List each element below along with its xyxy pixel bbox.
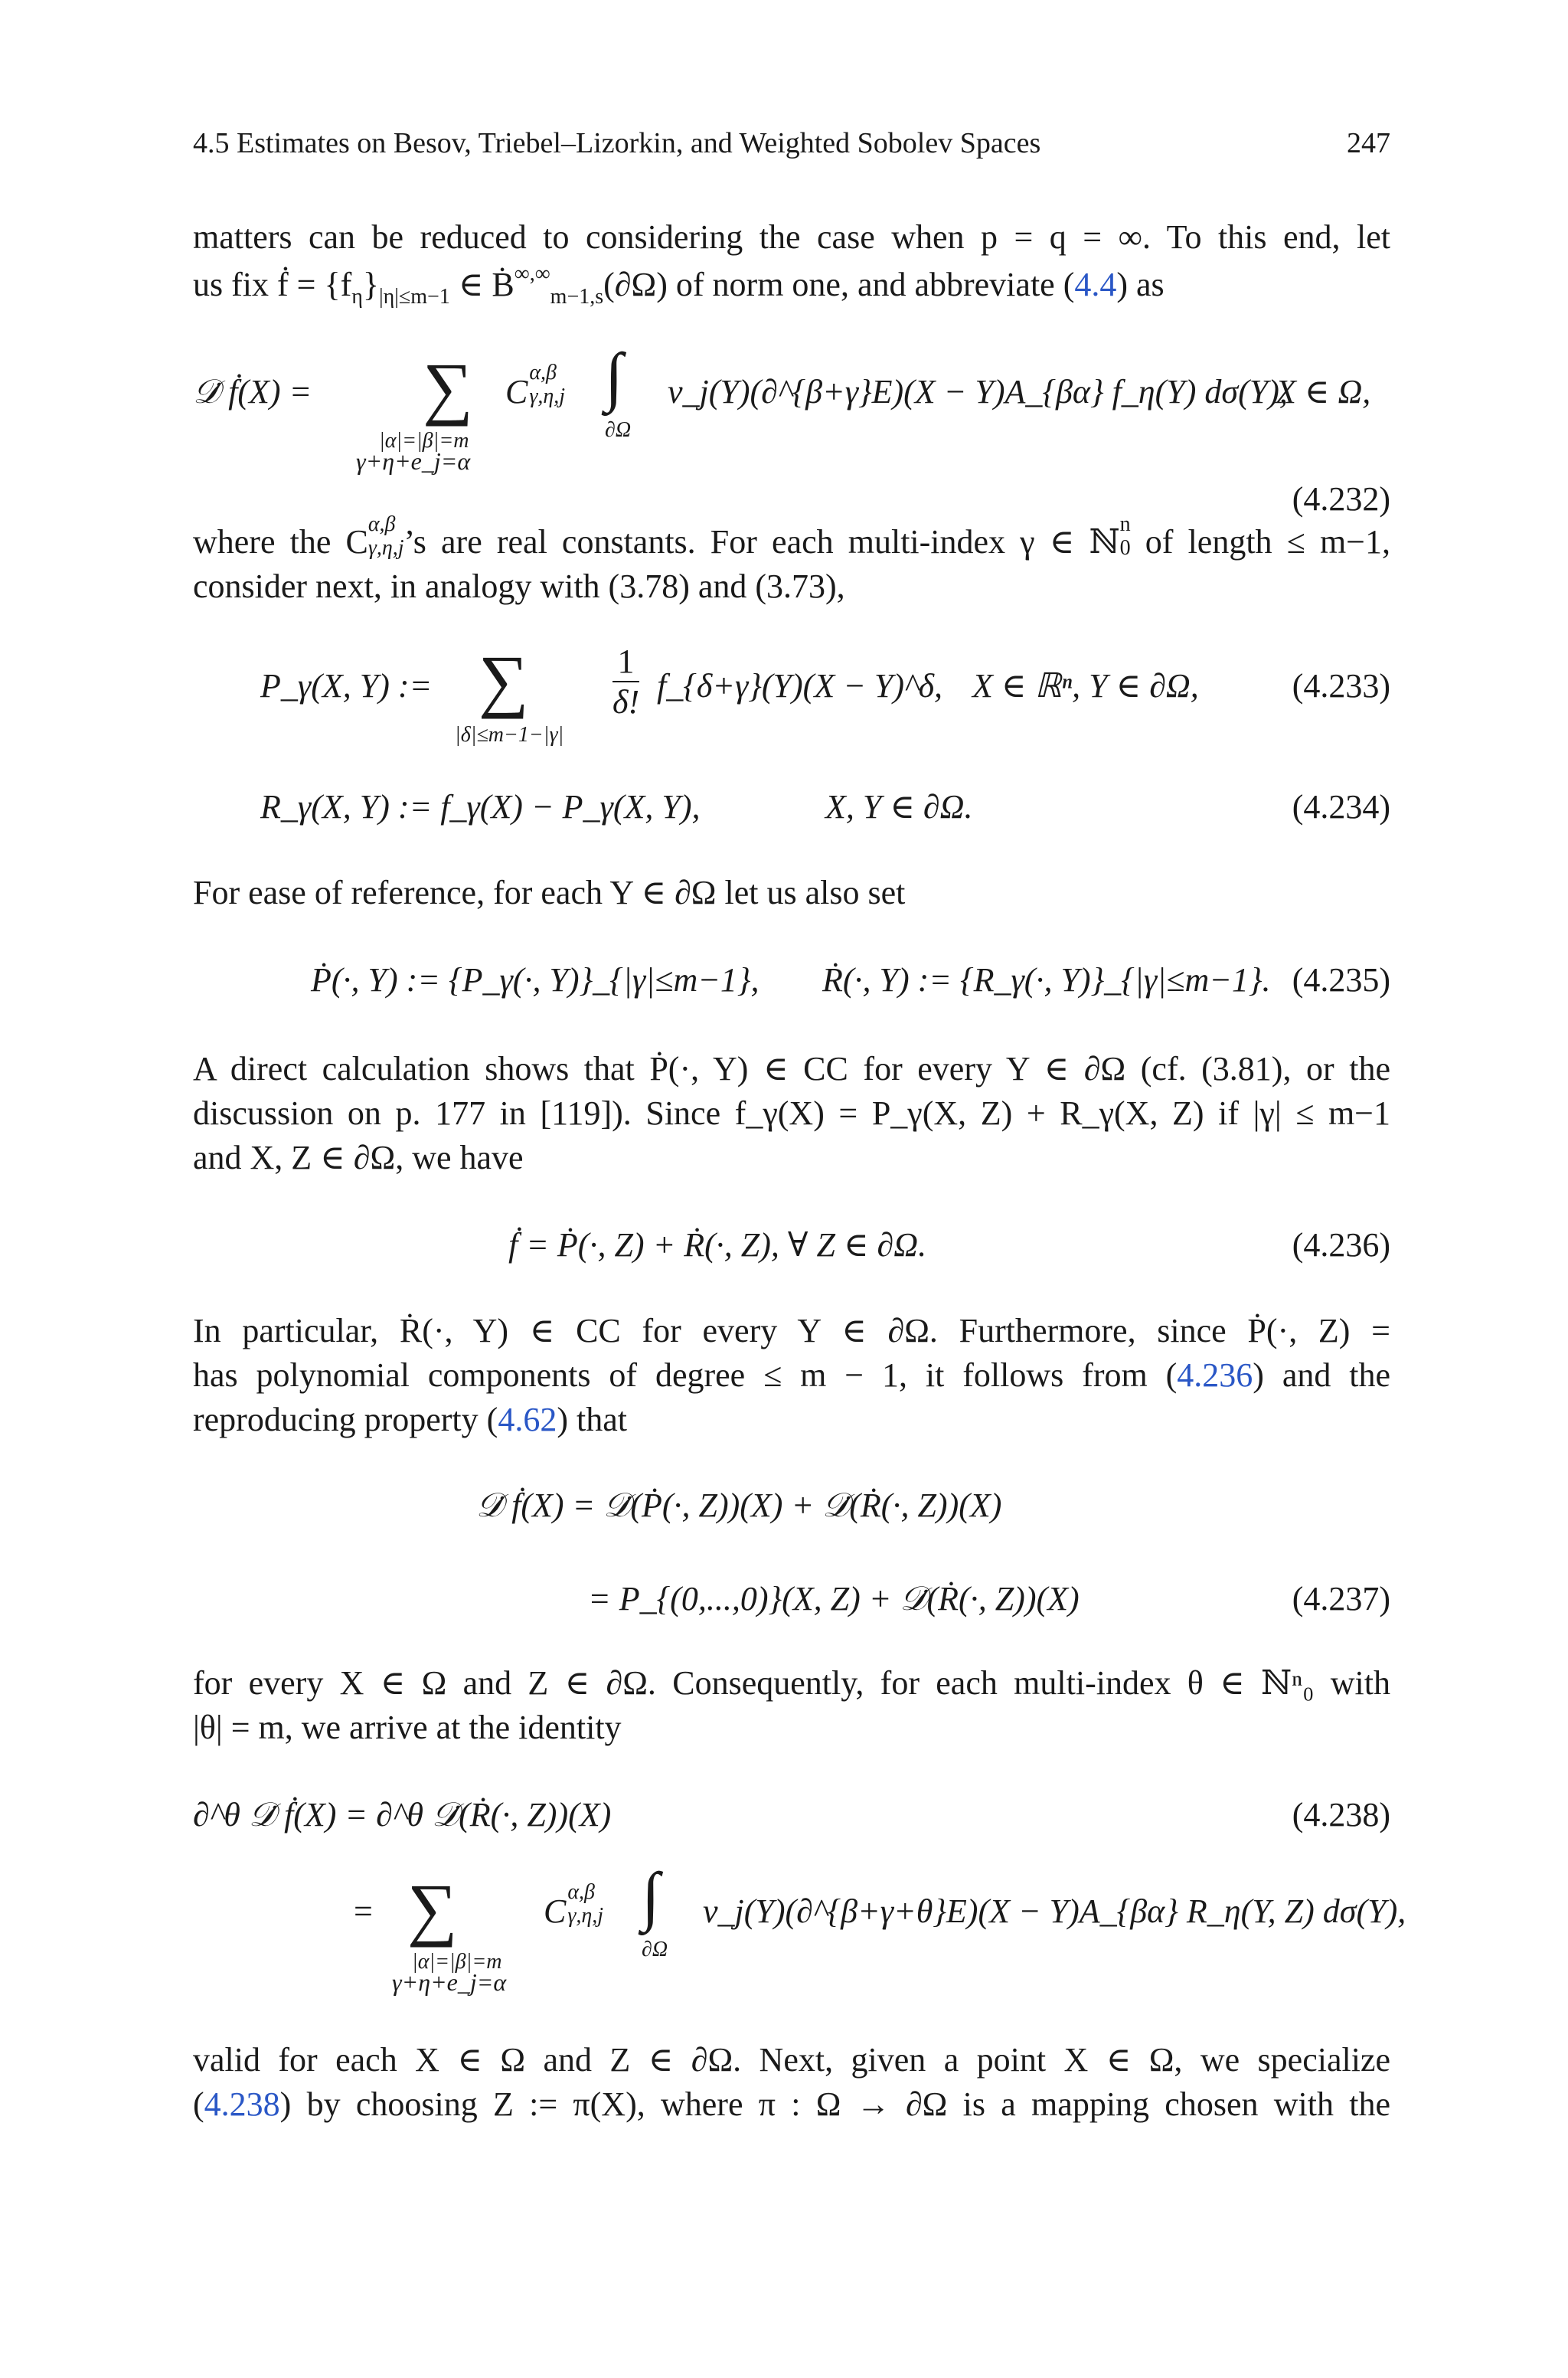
eq-4232-integral: ∫ xyxy=(605,339,623,413)
eq-4238-number: (4.238) xyxy=(1292,1796,1390,1833)
eq-4238-line1: ∂^θ 𝒟̇ ḟ(X) = ∂^θ 𝒟̇(Ṙ(·, Z))(X) xyxy=(193,1796,612,1833)
para4-line2: discussion on p. 177 in [119]). Since f_γ(X) = P_γ(X, Z) + R_γ(X, Z) if |γ| ≤ m−1 xyxy=(193,1094,1390,1132)
eq-4233-number: (4.233) xyxy=(1292,667,1390,705)
para3-line1: For ease of reference, for each Y ∈ ∂Ω let us also set xyxy=(193,874,906,911)
eq-4234-number: (4.234) xyxy=(1292,788,1390,826)
para2-line1: where the C α,β γ,η,j ’s are real constants. For each multi-index γ ∈ ℕ n 0 of length ≤ m−1, xyxy=(193,512,1390,561)
eq-4236-body: ḟ = Ṗ(·, Z) + Ṙ(·, Z), ∀ Z ∈ ∂Ω. xyxy=(508,1226,927,1264)
eq-4233-sum-cond: |δ|≤m−1−|γ| xyxy=(455,723,564,747)
eq-4235-number: (4.235) xyxy=(1292,961,1390,999)
page-number: 247 xyxy=(1347,127,1390,159)
eq-4238-coef: C α,β γ,η,j xyxy=(544,1880,604,1930)
eq-4232-int-domain: ∂Ω xyxy=(605,418,632,442)
para5-line3: reproducing property (4.62) that xyxy=(193,1401,627,1438)
eq-4234-condition: X, Y ∈ ∂Ω. xyxy=(825,788,973,826)
eq-4238-equals: = xyxy=(354,1892,373,1930)
eq-4232-sum: ∑ xyxy=(423,348,473,427)
eq-4233-rhs: f_{δ+γ}(Y)(X − Y)^δ, xyxy=(657,667,943,705)
ref-link-4-238[interactable]: 4.238 xyxy=(204,2085,280,2123)
eq-4237-line2: = P_{(0,...,0)}(X, Z) + 𝒟̇(Ṙ(·, Z))(X) xyxy=(588,1580,1080,1617)
ref-link-4-4[interactable]: 4.4 xyxy=(1074,266,1117,303)
eq-4234-body: R_γ(X, Y) := f_γ(X) − P_γ(X, Y), xyxy=(260,788,701,826)
para7-line1: valid for each X ∈ Ω and Z ∈ ∂Ω. Next, given a point X ∈ Ω, we specialize xyxy=(193,2041,1390,2079)
para2-line2: consider next, in analogy with (3.78) and (3.73), xyxy=(193,568,845,605)
eq-4238-int-domain: ∂Ω xyxy=(642,1938,668,1961)
para5-line1: In particular, Ṙ(·, Y) ∈ CC for every Y ∈ ∂Ω. Furthermore, since Ṗ(·, Z) = xyxy=(193,1312,1390,1349)
eq-4232-lhs: 𝒟̇ ḟ(X) = xyxy=(193,373,312,411)
eq-4233-condition: X ∈ ℝⁿ, Y ∈ ∂Ω, xyxy=(972,667,1199,705)
para1-line2: us fix ḟ = $\{f_\eta\}_{|\eta|\le m-1}$ ∈ Ḃ∞,∞$_{m-1,s}$(∂Ω) of norm one, and abbreviate (4.4) as xyxy=(193,262,1165,309)
ref-link-4-236[interactable]: 4.236 xyxy=(1177,1356,1253,1394)
eq-4232-number: (4.232) xyxy=(1292,480,1390,518)
eq-4235-right: Ṙ(·, Y) := {R_γ(·, Y)}_{|γ|≤m−1}. xyxy=(822,961,1271,999)
eq-4238-sum-cond1: |α|=|β|=m xyxy=(412,1950,502,1974)
eq-4238-integrand: ν_j(Y)(∂^{β+γ+θ}E)(X − Y)A_{βα} R_η(Y, Z) dσ(Y), xyxy=(703,1892,1406,1930)
para6-line2: |θ| = m, we arrive at the identity xyxy=(193,1709,622,1746)
eq-4233-lhs: P_γ(X, Y) := xyxy=(260,667,433,705)
eq-4237-number: (4.237) xyxy=(1292,1580,1390,1617)
eq-4238-sum: ∑ xyxy=(407,1869,458,1948)
eq-4232-condition: X ∈ Ω, xyxy=(1276,373,1371,411)
para5-line2: has polynomial components of degree ≤ m − 1, it follows from (4.236) and the xyxy=(193,1356,1391,1394)
para4-line3: and X, Z ∈ ∂Ω, we have xyxy=(193,1139,524,1176)
eq-4232-coef: C α,β γ,η,j xyxy=(505,361,566,411)
eq-4237-line1: 𝒟̇ ḟ(X) = 𝒟̇(Ṗ(·, Z))(X) + 𝒟̇(Ṙ(·, Z))(X) xyxy=(476,1487,1002,1524)
para7-line2: (4.238) by choosing Z := π(X), where π : Ω → ∂Ω is a mapping chosen with the xyxy=(193,2085,1390,2123)
eq-4238-sum-cond2: γ+η+e_j=α xyxy=(392,1968,507,1996)
para4-line1: A direct calculation shows that Ṗ(·, Y) ∈ CC for every Y ∈ ∂Ω (cf. (3.81), or the xyxy=(193,1050,1390,1088)
eq-4232-integrand: ν_j(Y)(∂^{β+γ}E)(X − Y)A_{βα} f_η(Y) dσ(Y), xyxy=(668,373,1288,411)
eq-4238-integral: ∫ xyxy=(642,1859,660,1932)
eq-4233-fraction: $\frac{1}{\delta!}$ xyxy=(612,643,640,721)
para6-line1: for every X ∈ Ω and Z ∈ ∂Ω. Consequently, for each multi-index θ ∈ ℕⁿ₀ with xyxy=(193,1664,1390,1702)
eq-4233-sum: ∑ xyxy=(479,641,529,719)
running-header-section: 4.5 Estimates on Besov, Triebel–Lizorkin, and Weighted Sobolev Spaces xyxy=(193,127,1041,159)
eq-4232-sum-cond2: γ+η+e_j=α xyxy=(356,447,471,475)
eq-4232-sum-cond1: |α|=|β|=m xyxy=(379,429,469,453)
para1-line1: matters can be reduced to considering the case when p = q = ∞. To this end, let xyxy=(193,218,1390,256)
eq-4236-number: (4.236) xyxy=(1292,1226,1390,1264)
eq-4235-left: Ṗ(·, Y) := {P_γ(·, Y)}_{|γ|≤m−1}, xyxy=(311,961,760,999)
ref-link-4-62[interactable]: 4.62 xyxy=(498,1401,557,1438)
